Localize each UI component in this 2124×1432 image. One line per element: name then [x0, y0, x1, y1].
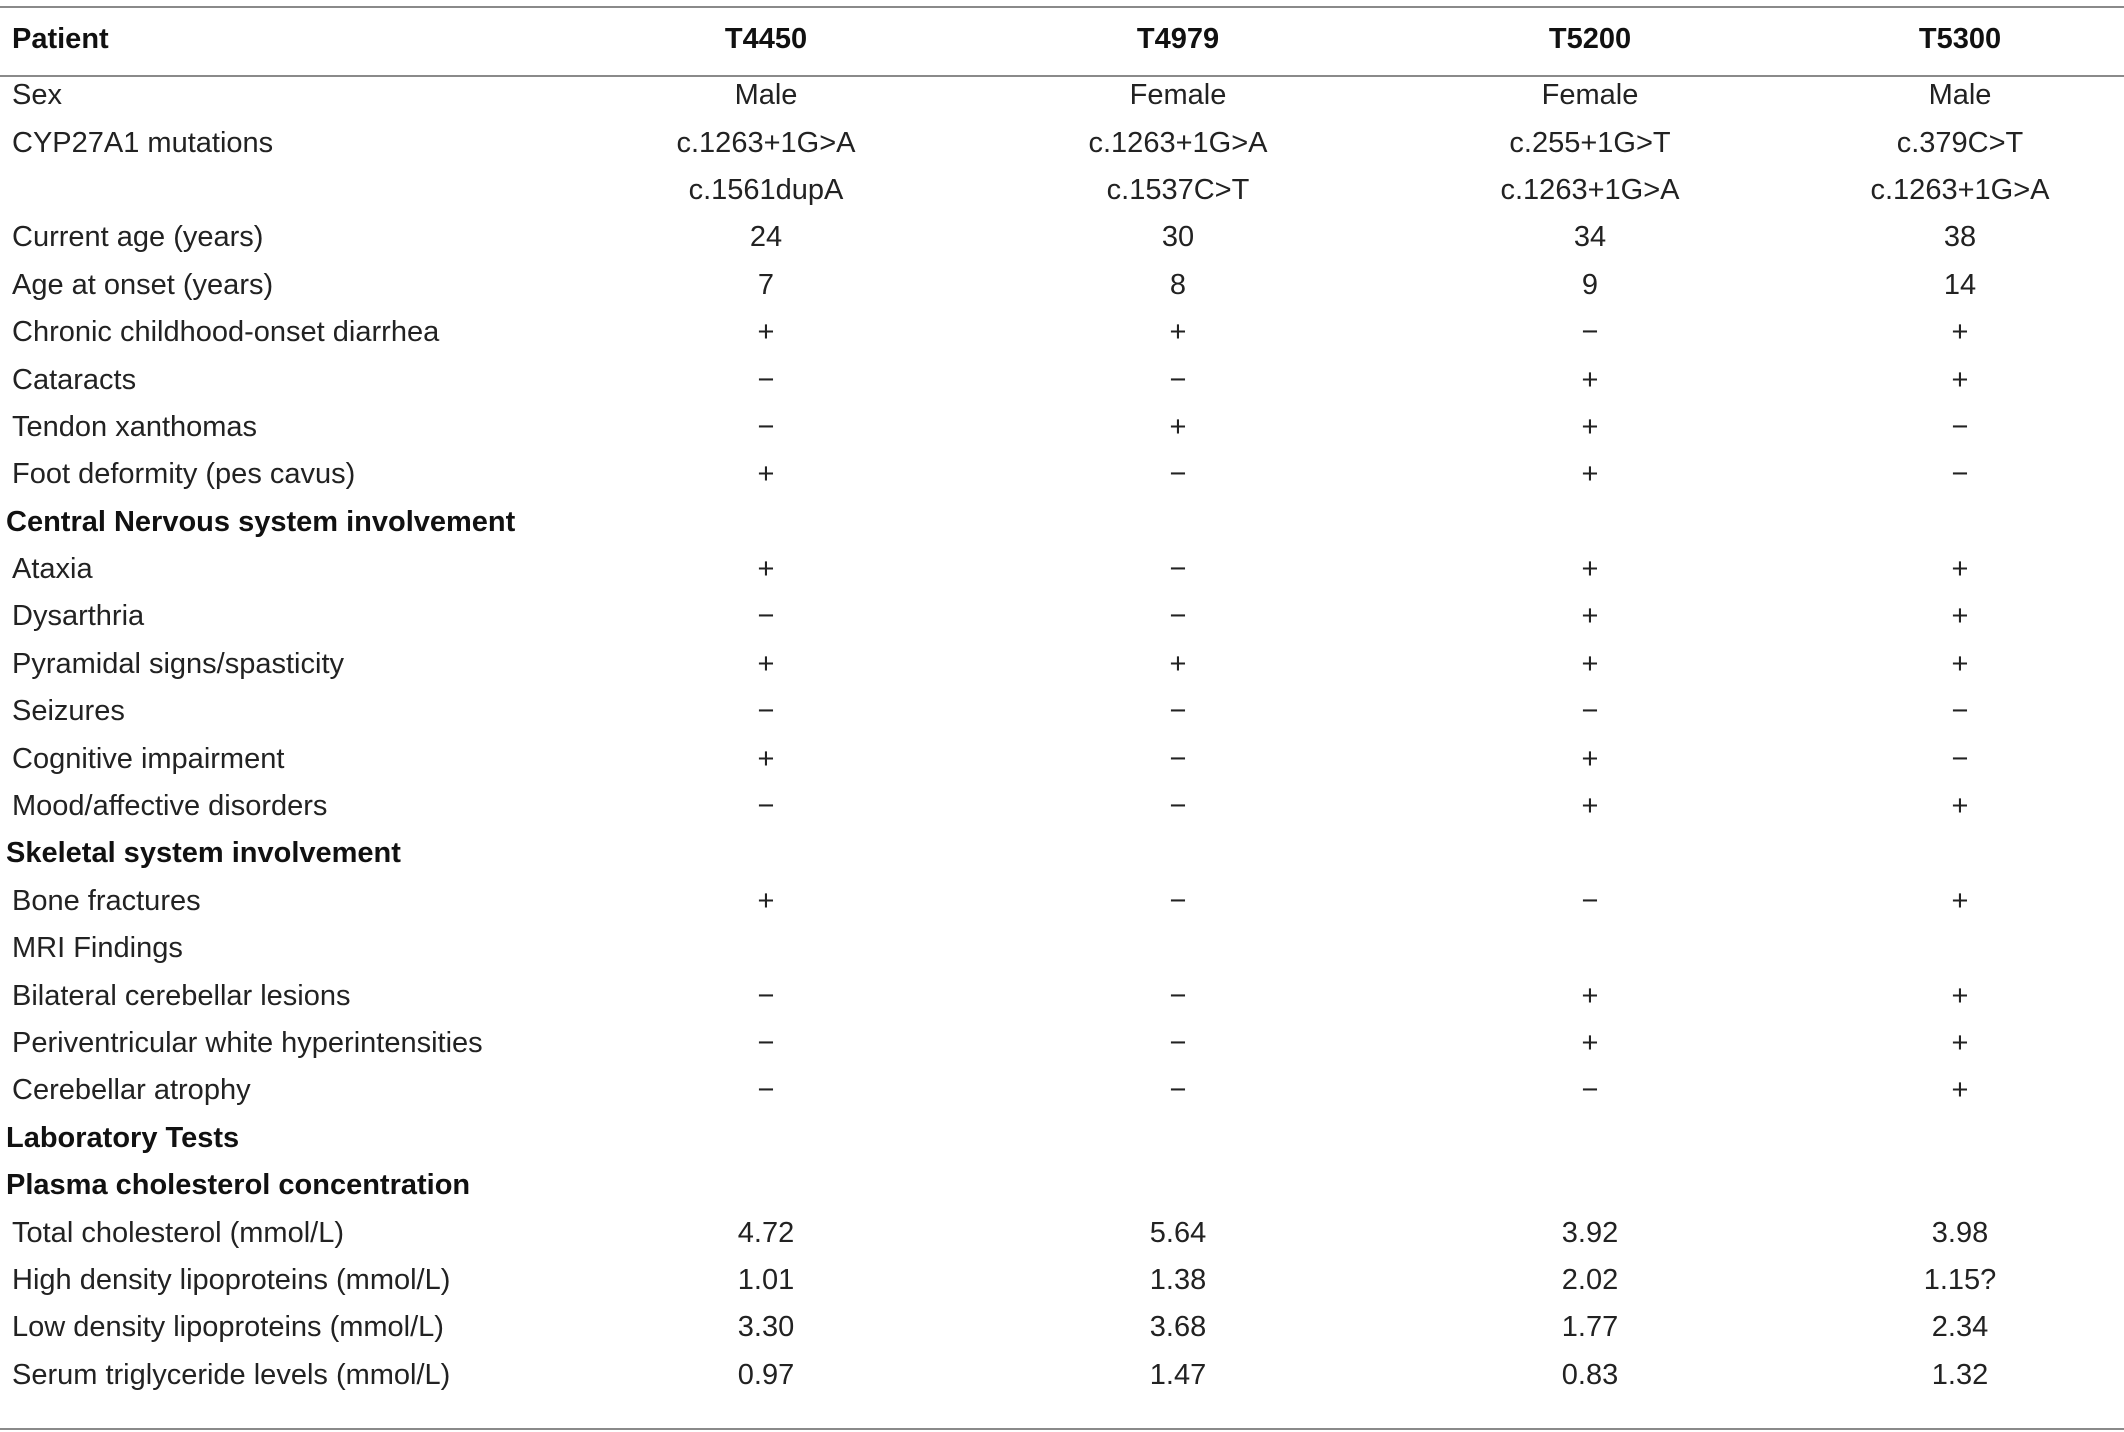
section-row: [0, 1115, 2124, 1162]
cell-value: −: [1581, 316, 1599, 349]
row-label: Foot deformity (pes cavus): [12, 458, 356, 491]
cell-value: −: [1581, 695, 1599, 728]
row-label: Bone fractures: [12, 884, 201, 917]
cell-value: +: [1951, 600, 1969, 633]
cell-value: +: [757, 553, 775, 586]
table-row: [0, 72, 2124, 119]
cell-value: [560, 925, 972, 972]
cell-value: −: [1169, 742, 1187, 775]
cell-value: +: [757, 742, 775, 775]
row-label: Chronic childhood-onset diarrhea: [12, 316, 440, 349]
cell-value: 14: [1943, 268, 1977, 301]
cell-value: 1.77: [1561, 1311, 1619, 1344]
cell-value: 7: [757, 268, 775, 301]
cell-value: c.379C>T: [1896, 126, 2024, 159]
cell-value: 34: [1573, 221, 1607, 254]
row-label: [0, 167, 560, 214]
cell-value: 1.38: [1149, 1263, 1207, 1296]
header-t4979: T4979: [1136, 22, 1220, 55]
cell-value: +: [1951, 647, 1969, 680]
header-t5300: T5300: [1918, 22, 2002, 55]
table-header-row: [0, 6, 2124, 72]
cell-value: Female: [1129, 79, 1227, 112]
cell-value: 1.32: [1931, 1358, 1989, 1391]
cell-value: [972, 1162, 1384, 1209]
table-row: [0, 1067, 2124, 1114]
row-label: MRI Findings: [12, 932, 183, 965]
cell-value: 4.72: [737, 1216, 795, 1249]
cell-value: +: [1581, 600, 1599, 633]
cell-value: +: [1581, 553, 1599, 586]
cell-value: [1796, 1115, 2124, 1162]
cell-value: [1796, 499, 2124, 546]
cell-value: +: [1951, 979, 1969, 1012]
table-row: [0, 356, 2124, 403]
cell-value: [1384, 499, 1796, 546]
cell-value: +: [1581, 742, 1599, 775]
cell-value: +: [1951, 884, 1969, 917]
cell-value: 1.01: [737, 1263, 795, 1296]
table-row: [0, 451, 2124, 498]
cell-value: +: [1951, 316, 1969, 349]
table-row: [0, 119, 2124, 166]
cell-value: [1384, 830, 1796, 877]
cell-value: [560, 830, 972, 877]
cell-value: 3.98: [1931, 1216, 1989, 1249]
table-row: [0, 546, 2124, 593]
table-row: [0, 167, 2124, 214]
cell-value: −: [1169, 695, 1187, 728]
cell-value: −: [1951, 458, 1969, 491]
row-label: Low density lipoproteins (mmol/L): [12, 1311, 444, 1344]
row-label: High density lipoproteins (mmol/L): [12, 1263, 451, 1296]
cell-value: +: [1169, 647, 1187, 680]
row-label: Cataracts: [12, 363, 137, 396]
cell-value: 38: [1943, 221, 1977, 254]
table-row: [0, 309, 2124, 356]
cell-value: [1796, 830, 2124, 877]
row-label: Ataxia: [12, 553, 93, 586]
cell-value: 0.97: [737, 1358, 795, 1391]
section-label: Plasma cholesterol concentration: [6, 1169, 471, 1202]
cell-value: −: [1951, 695, 1969, 728]
cell-value: [1384, 1115, 1796, 1162]
table-row: [0, 972, 2124, 1019]
table-row: [0, 735, 2124, 782]
table-row: [0, 783, 2124, 830]
table-row: [0, 688, 2124, 735]
cell-value: 3.68: [1149, 1311, 1207, 1344]
cell-value: [972, 1115, 1384, 1162]
cell-value: [1796, 925, 2124, 972]
cell-value: −: [1169, 1027, 1187, 1059]
row-label: Periventricular white hyperintensities: [12, 1027, 483, 1059]
cell-value: −: [757, 695, 775, 728]
cell-value: +: [1581, 1027, 1599, 1059]
table-row: [0, 1257, 2124, 1304]
row-label: Bilateral cerebellar lesions: [12, 979, 351, 1012]
cell-value: 0.83: [1561, 1358, 1619, 1391]
cell-value: [1796, 1162, 2124, 1209]
cell-value: +: [1951, 363, 1969, 396]
row-label: CYP27A1 mutations: [12, 126, 274, 159]
cell-value: −: [1581, 884, 1599, 917]
cell-value: −: [1169, 600, 1187, 633]
cell-value: +: [1581, 647, 1599, 680]
cell-value: [972, 499, 1384, 546]
table-row: [0, 262, 2124, 309]
row-label: Cerebellar atrophy: [12, 1074, 251, 1107]
cell-value: −: [1951, 742, 1969, 775]
cell-value: −: [1169, 790, 1187, 823]
cell-value: 3.92: [1561, 1216, 1619, 1249]
cell-value: [560, 499, 972, 546]
table-row: [0, 214, 2124, 261]
cell-value: c.1263+1G>A: [1500, 173, 1680, 206]
row-label: Serum triglyceride levels (mmol/L): [12, 1358, 451, 1391]
cell-value: −: [1169, 363, 1187, 396]
section-label: Central Nervous system involvement: [6, 505, 516, 538]
cell-value: Male: [734, 79, 798, 112]
cell-value: +: [1951, 790, 1969, 823]
cell-value: +: [757, 458, 775, 491]
header-t5200: T5200: [1548, 22, 1632, 55]
cell-value: 1.15?: [1923, 1263, 1997, 1296]
row-label: Tendon xanthomas: [12, 410, 258, 443]
row-label: Age at onset (years): [12, 268, 274, 301]
cell-value: 9: [1581, 268, 1599, 301]
row-label: Pyramidal signs/spasticity: [12, 647, 344, 680]
table-row: [0, 878, 2124, 925]
cell-value: +: [757, 316, 775, 349]
cell-value: 1.47: [1149, 1358, 1207, 1391]
cell-value: +: [1581, 410, 1599, 443]
cell-value: −: [757, 410, 775, 443]
row-label: Dysarthria: [12, 600, 145, 633]
cell-value: −: [1169, 979, 1187, 1012]
cell-value: −: [757, 1074, 775, 1107]
bottom-rule: [0, 1428, 2124, 1430]
cell-value: −: [1169, 553, 1187, 586]
cell-value: +: [1951, 1074, 1969, 1107]
cell-value: −: [1169, 458, 1187, 491]
cell-value: c.1537C>T: [1106, 173, 1250, 206]
cell-value: 5.64: [1149, 1216, 1207, 1249]
cell-value: 30: [1161, 221, 1195, 254]
cell-value: +: [1581, 790, 1599, 823]
cell-value: 8: [1169, 268, 1187, 301]
patient-table: [0, 6, 2124, 1399]
cell-value: c.255+1G>T: [1509, 126, 1671, 159]
cell-value: +: [757, 884, 775, 917]
table-row: [0, 593, 2124, 640]
row-label: Mood/affective disorders: [12, 790, 328, 823]
section-label: Laboratory Tests: [6, 1121, 240, 1154]
table-row: [0, 1352, 2124, 1399]
cell-value: 2.34: [1931, 1311, 1989, 1344]
cell-value: 24: [749, 221, 783, 254]
cell-value: [1384, 925, 1796, 972]
cell-value: 3.30: [737, 1311, 795, 1344]
cell-value: −: [757, 979, 775, 1012]
cell-value: −: [757, 363, 775, 396]
cell-value: Male: [1928, 79, 1992, 112]
cell-value: c.1263+1G>A: [1088, 126, 1268, 159]
cell-value: −: [1951, 410, 1969, 443]
row-label: Sex: [12, 79, 62, 112]
cell-value: +: [1951, 553, 1969, 586]
cell-value: [972, 925, 1384, 972]
row-label: Cognitive impairment: [12, 742, 285, 775]
table-row: [0, 925, 2124, 972]
section-row: [0, 1162, 2124, 1209]
cell-value: +: [1169, 316, 1187, 349]
cell-value: +: [1951, 1027, 1969, 1059]
cell-value: c.1263+1G>A: [1870, 173, 2050, 206]
header-patient: Patient: [12, 22, 109, 55]
cell-value: [560, 1115, 972, 1162]
table-row: [0, 1304, 2124, 1351]
cell-value: −: [1169, 1074, 1187, 1107]
cell-value: +: [1581, 363, 1599, 396]
row-label: Seizures: [12, 695, 125, 728]
cell-value: −: [757, 790, 775, 823]
table-row: [0, 1209, 2124, 1256]
row-label: Total cholesterol (mmol/L): [12, 1216, 344, 1249]
cell-value: −: [1581, 1074, 1599, 1107]
cell-value: +: [1581, 458, 1599, 491]
section-row: [0, 830, 2124, 877]
table-row: [0, 641, 2124, 688]
cell-value: Female: [1541, 79, 1639, 112]
table-row: [0, 404, 2124, 451]
cell-value: +: [1581, 979, 1599, 1012]
cell-value: −: [1169, 884, 1187, 917]
cell-value: [1384, 1162, 1796, 1209]
cell-value: −: [757, 600, 775, 633]
cell-value: c.1561dupA: [688, 173, 844, 206]
row-label: Current age (years): [12, 221, 264, 254]
cell-value: +: [757, 647, 775, 680]
cell-value: 2.02: [1561, 1263, 1619, 1296]
section-label: Skeletal system involvement: [6, 837, 401, 870]
cell-value: [560, 1162, 972, 1209]
header-t4450: T4450: [724, 22, 808, 55]
table-body: [0, 72, 2124, 1399]
cell-value: −: [757, 1027, 775, 1059]
cell-value: [972, 830, 1384, 877]
section-row: [0, 499, 2124, 546]
cell-value: +: [1169, 410, 1187, 443]
table-row: [0, 1020, 2124, 1067]
cell-value: c.1263+1G>A: [676, 126, 856, 159]
